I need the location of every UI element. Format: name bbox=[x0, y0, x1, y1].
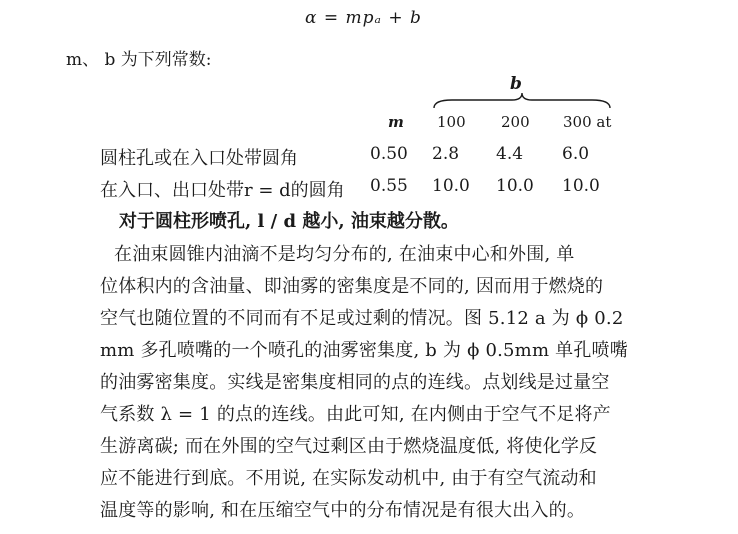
table-cell-100: 10.0 bbox=[432, 176, 470, 196]
b-group-header: b bbox=[510, 74, 522, 94]
paragraph-line: 应不能进行到底。不用说, 在实际发动机中, 由于有空气流动和 bbox=[100, 468, 597, 489]
table-cell-200: 4.4 bbox=[496, 144, 524, 164]
column-header-100: 100 bbox=[437, 113, 466, 131]
paragraph-line: mm 多孔喷嘴的一个喷孔的油雾密集度, b 为 ϕ 0.5mm 单孔喷嘴 bbox=[100, 340, 628, 361]
column-header-300: 300 at bbox=[563, 113, 612, 131]
brace-icon bbox=[432, 92, 612, 110]
table-cell-300: 10.0 bbox=[562, 176, 600, 196]
paragraph-line: 在油束圆锥内油滴不是均匀分布的, 在油束中心和外围, 单 bbox=[114, 244, 575, 265]
paragraph-1: 对于圆柱形喷孔, l / d 越小, 油束越分散。 bbox=[119, 211, 459, 232]
formula: α = mpₐ + b bbox=[305, 8, 422, 28]
table-row-label: 在入口、出口处带r = d的圆角 bbox=[100, 180, 345, 201]
paragraph-line: 位体积内的含油量、即油雾的密集度是不同的, 因而用于燃烧的 bbox=[100, 276, 604, 297]
table-cell-100: 2.8 bbox=[432, 144, 460, 164]
paragraph-line: 空气也随位置的不同而有不足或过剩的情况。图 5.12 a 为 ϕ 0.2 bbox=[100, 308, 624, 329]
table-cell-m: 0.50 bbox=[370, 144, 408, 164]
column-header-m: m bbox=[388, 113, 404, 131]
paragraph-line: 温度等的影响, 和在压缩空气中的分布情况是有很大出入的。 bbox=[100, 500, 586, 521]
column-header-200: 200 bbox=[501, 113, 530, 131]
paragraph-line: 生游离碳; 而在外围的空气过剩区由于燃烧温度低, 将使化学反 bbox=[100, 436, 598, 457]
table-cell-m: 0.55 bbox=[370, 176, 408, 196]
table-cell-200: 10.0 bbox=[496, 176, 534, 196]
paragraph-line: 的油雾密集度。实线是密集度相同的点的连线。点划线是过量空 bbox=[100, 372, 610, 393]
table-row-label: 圆柱孔或在入口处带圆角 bbox=[100, 148, 298, 169]
constants-line: m、 b 为下列常数: bbox=[66, 50, 212, 70]
paragraph-line: 气系数 λ = 1 的点的连线。由此可知, 在内侧由于空气不足将产 bbox=[100, 404, 611, 425]
table-cell-300: 6.0 bbox=[562, 144, 590, 164]
